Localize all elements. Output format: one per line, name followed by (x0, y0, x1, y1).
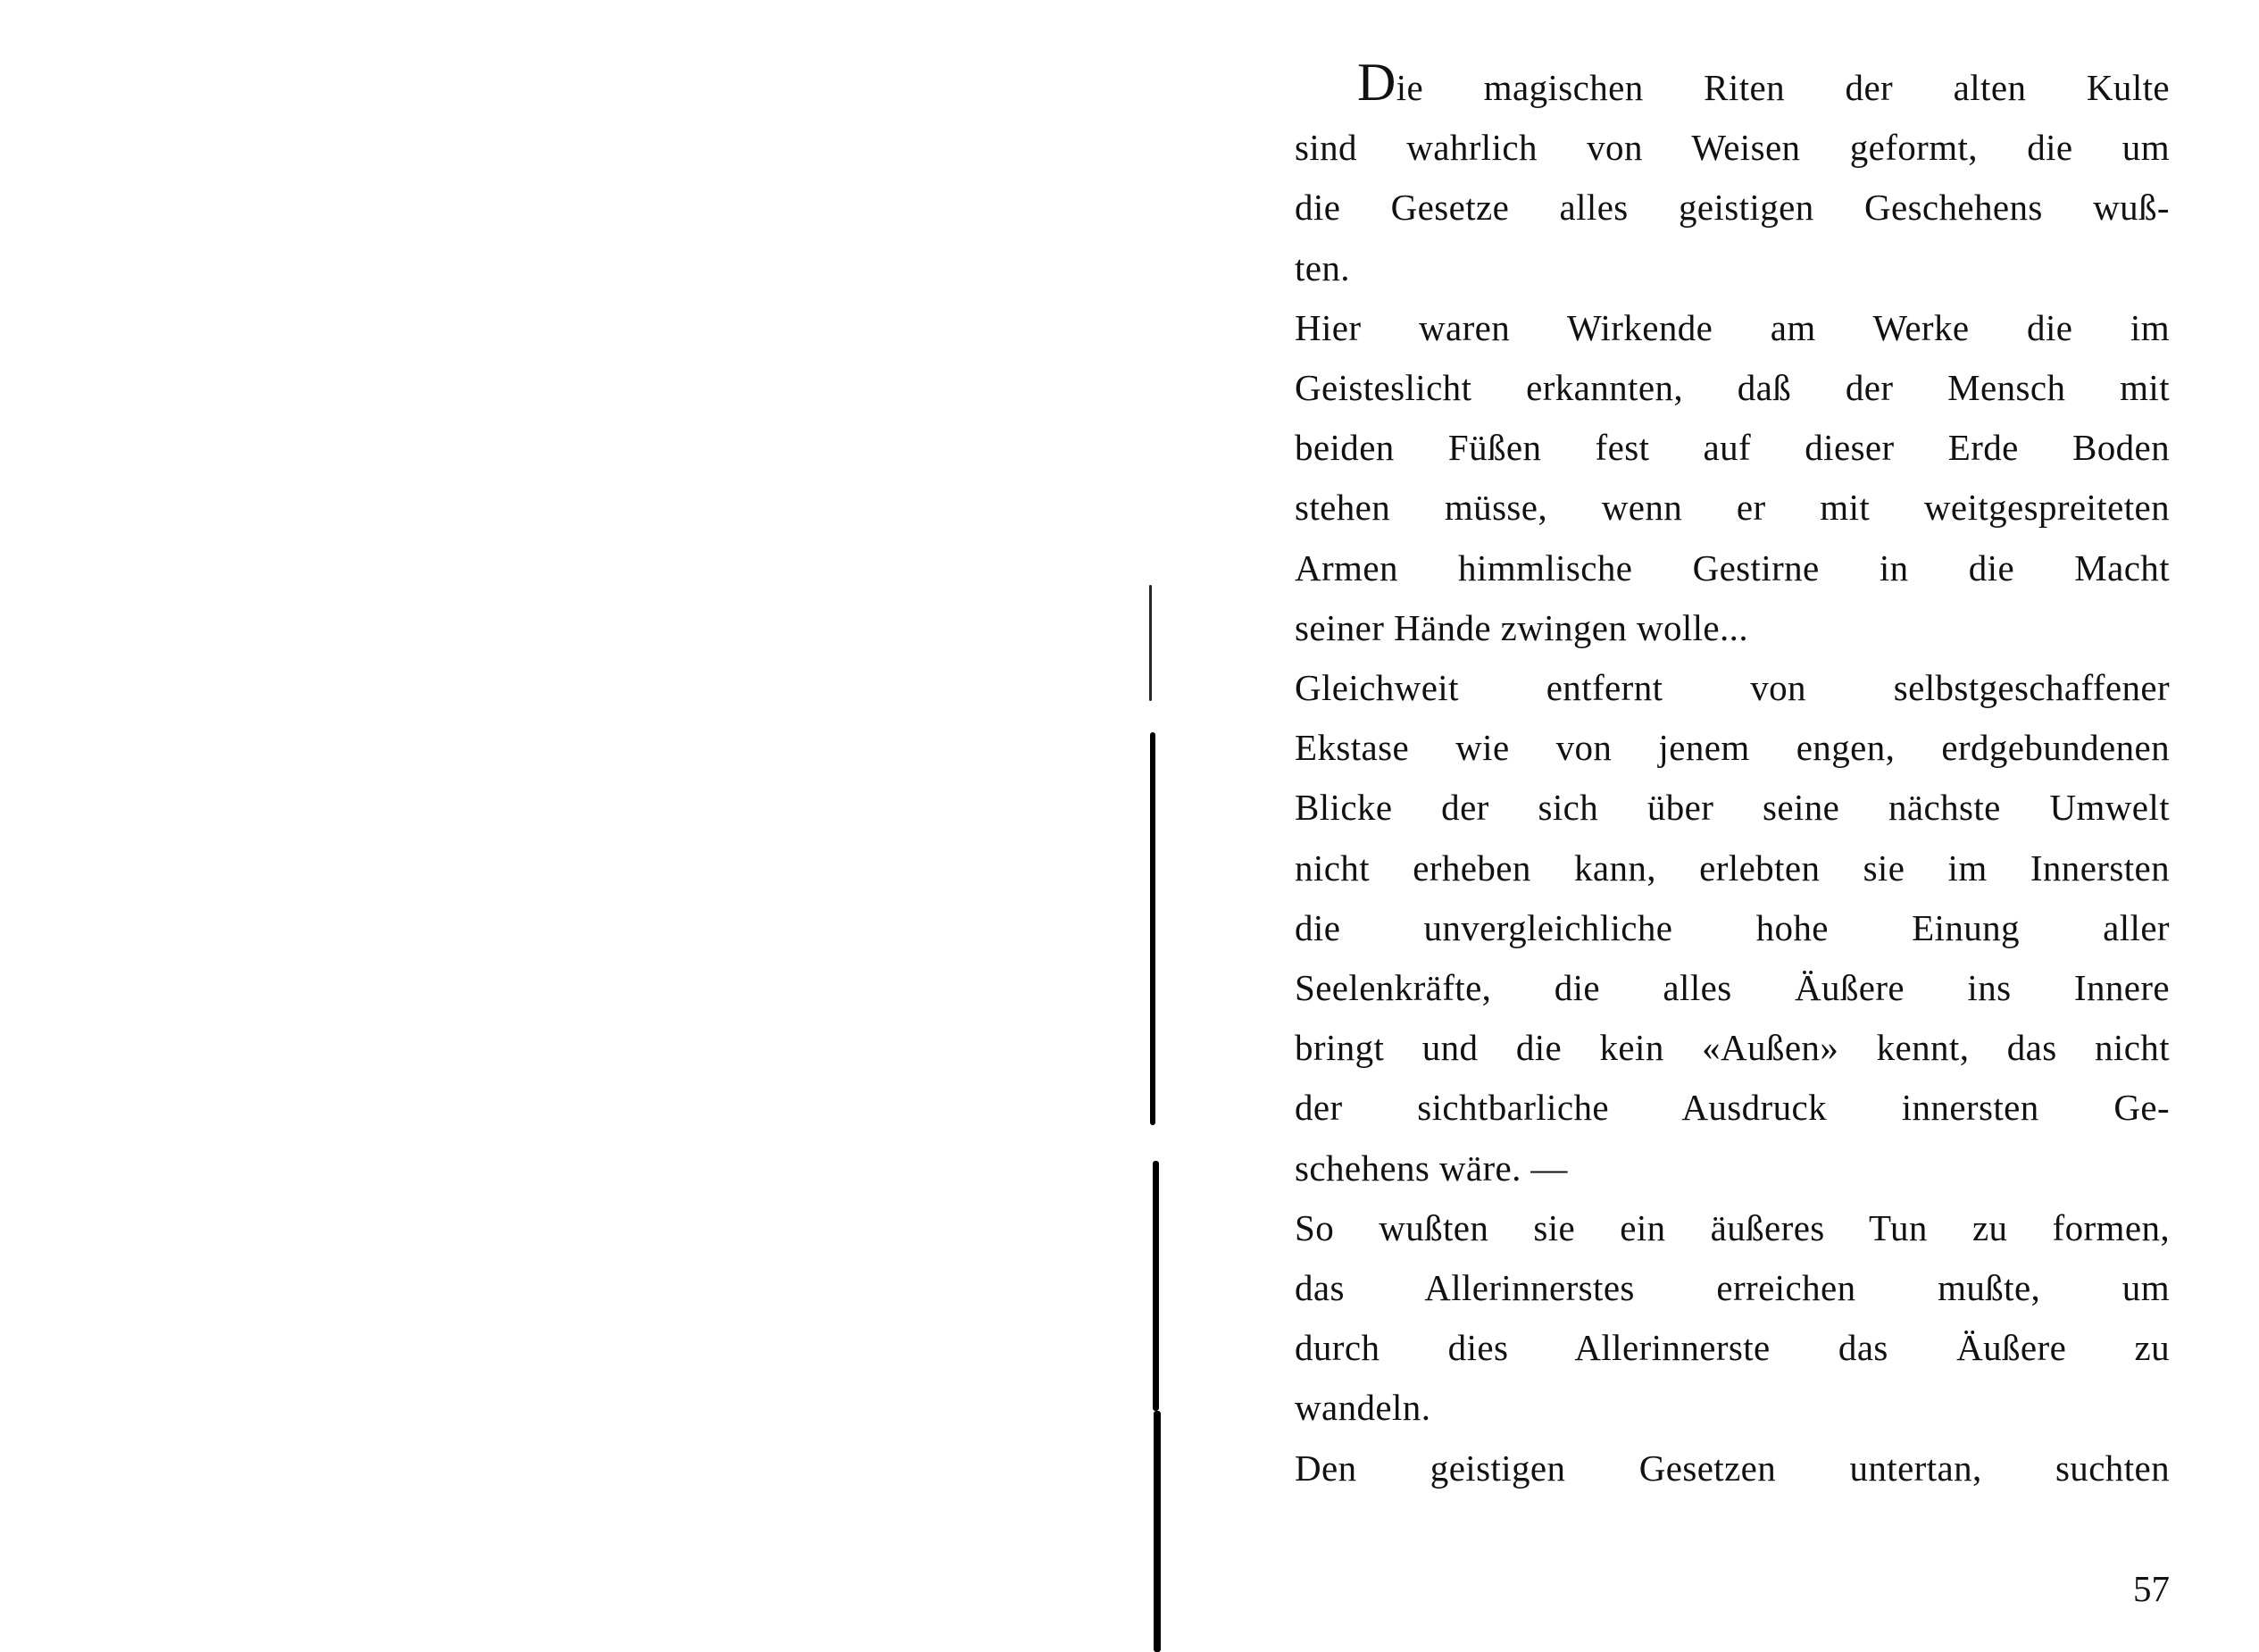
gutter-shadow-mark (1153, 1161, 1159, 1411)
text-line: So wußten sie ein äußeres Tun zu formen, (1295, 1206, 2170, 1248)
text-line (1295, 55, 2170, 118)
text-line: die Gesetze alles geistigen Geschehens wuß- (1295, 187, 2170, 229)
gutter-shadow-mark (1150, 732, 1155, 1125)
text-line: Den geistigen Gesetzen untertan, suchten (1295, 1447, 2170, 1489)
text-line: Seelenkräfte, die alles Äußere ins Innere (1295, 967, 2170, 1009)
text-line: stehen müsse, wenn er mit weitgespreiteten (1295, 487, 2170, 529)
text-line: schehens wäre. — (1295, 1147, 1568, 1189)
text-line: beiden Füßen fest auf dieser Erde Boden (1295, 427, 2170, 469)
text-line: bringt und die kein «Außen» kennt, das nicht (1295, 1027, 2170, 1069)
text-line-rest: ie magischen Riten der alten Kulte (1396, 67, 2170, 108)
text-line: ten. (1295, 246, 1350, 288)
book-gutter (1146, 0, 1172, 1652)
text-line: Blicke der sich über seine nächste Umwelt (1295, 787, 2170, 829)
text-line: Gleichweit entfernt von selbstgeschaffener (1295, 667, 2170, 709)
gutter-shadow-mark (1149, 585, 1152, 701)
text-line: nicht erheben kann, erlebten sie im Innersten (1295, 847, 2170, 889)
text-line: Armen himmlische Gestirne in die Macht (1295, 546, 2170, 588)
body-text (1295, 55, 2170, 1498)
gutter-shadow-mark (1154, 1411, 1161, 1652)
text-line: wandeln. (1295, 1387, 1431, 1429)
text-line: der sichtbarliche Ausdruck innersten Ge- (1295, 1087, 2170, 1129)
right-page-text (1295, 55, 2170, 1498)
text-line: die unvergleichliche hohe Einung aller (1295, 906, 2170, 948)
text-line: seiner Hände zwingen wolle... (1295, 606, 1748, 648)
text-line: durch dies Allerinnerste das Äußere zu (1295, 1327, 2170, 1369)
page-number: 57 (2133, 1568, 2170, 1609)
text-line: Ekstase wie von jenem engen, erdgebundenen (1295, 727, 2170, 769)
text-line: sind wahrlich von Weisen geformt, die um (1295, 127, 2170, 169)
drop-cap: D (1357, 55, 1396, 112)
text-line: Hier waren Wirkende am Werke die im (1295, 306, 2170, 348)
text-line: Geisteslicht erkannten, daß der Mensch mit (1295, 367, 2170, 409)
text-line: das Allerinnerstes erreichen mußte, um (1295, 1267, 2170, 1309)
